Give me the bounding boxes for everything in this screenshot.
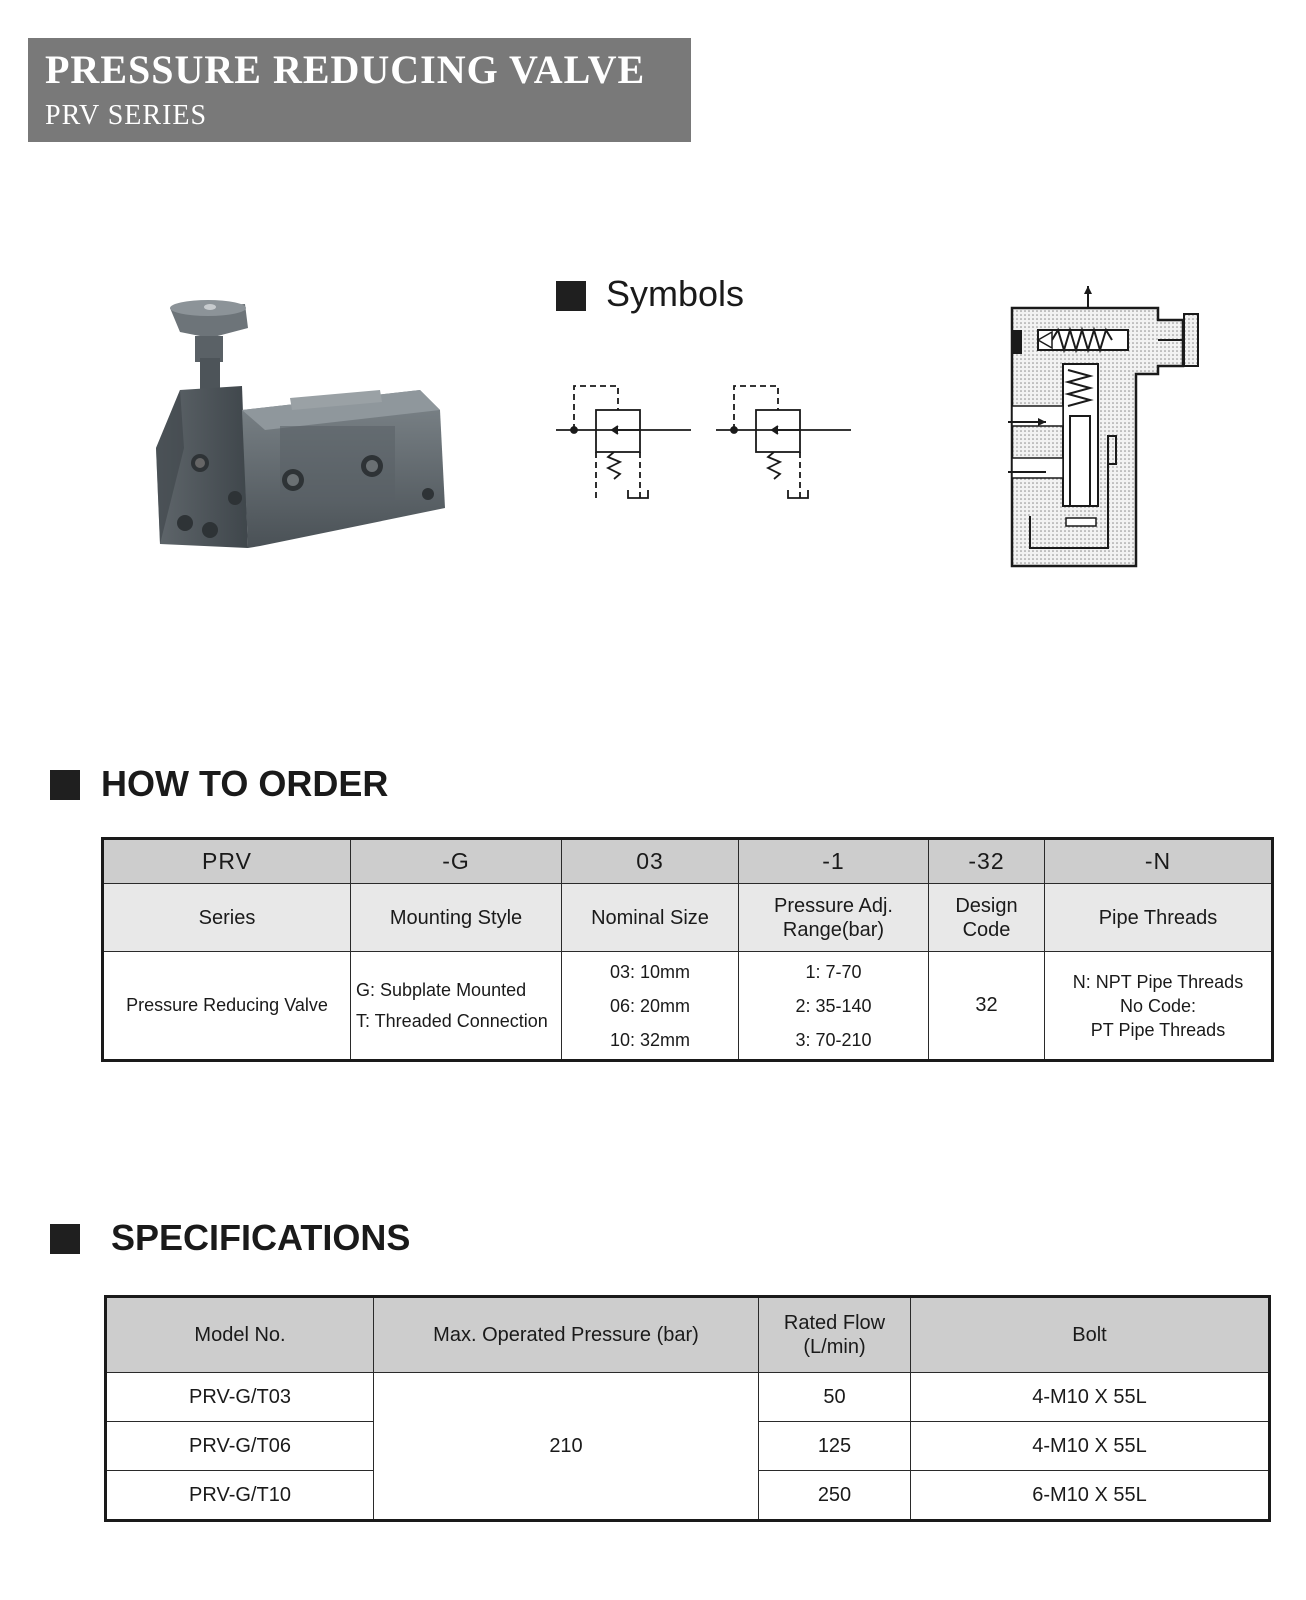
- code-design: -32: [929, 839, 1045, 884]
- mounting-option: G: Subplate Mounted: [356, 979, 527, 1000]
- label-pressure-line1: Pressure Adj.: [774, 894, 893, 917]
- threads-option: No Code:: [1119, 995, 1197, 1016]
- specifications-table: [104, 1295, 1271, 1522]
- label-mounting: Mounting Style: [351, 884, 562, 952]
- label-design-line1: Design: [955, 894, 1018, 917]
- valve-cross-section-diagram: [1008, 286, 1228, 586]
- value-series: Pressure Reducing Valve: [103, 952, 351, 1061]
- cell-model: PRV-G/T03: [106, 1373, 374, 1422]
- header-bolt: Bolt: [911, 1297, 1270, 1373]
- valve-product-photo: [150, 298, 460, 563]
- header-flow: [759, 1297, 911, 1373]
- pressure-option: 1: 7-70: [805, 961, 862, 982]
- size-option: 03: 10mm: [609, 961, 691, 982]
- cell-bolt: 4-M10 X 55L: [911, 1422, 1270, 1471]
- spec-marker: [50, 1224, 80, 1254]
- label-pressure: [739, 884, 929, 952]
- cell-model: PRV-G/T06: [106, 1422, 374, 1471]
- value-size: [562, 952, 739, 1061]
- code-size: 03: [562, 839, 739, 884]
- spec-heading: SPECIFICATIONS: [111, 1217, 411, 1258]
- code-threads: -N: [1045, 839, 1273, 884]
- label-design-line2: Code: [962, 918, 1011, 941]
- order-values-row: [103, 952, 1273, 1061]
- value-threads: [1045, 952, 1273, 1061]
- pressure-option: 3: 70-210: [795, 1029, 872, 1050]
- order-heading: HOW TO ORDER: [101, 763, 389, 804]
- title-banner: [28, 38, 691, 142]
- label-pressure-line2: Range(bar): [782, 918, 885, 941]
- cell-flow: 50: [759, 1373, 911, 1422]
- cell-bolt: 4-M10 X 55L: [911, 1373, 1270, 1422]
- cell-model: PRV-G/T10: [106, 1471, 374, 1521]
- label-design: [929, 884, 1045, 952]
- value-design: 32: [929, 952, 1045, 1061]
- mounting-option: T: Threaded Connection: [356, 1010, 548, 1031]
- threads-option: PT Pipe Threads: [1090, 1019, 1226, 1040]
- header-flow-line2: (L/min): [803, 1336, 866, 1358]
- page-subtitle: PRV SERIES: [45, 100, 208, 131]
- code-pressure: -1: [739, 839, 929, 884]
- cell-max-pressure: 210: [374, 1373, 759, 1521]
- cell-flow: 250: [759, 1471, 911, 1521]
- label-threads: Pipe Threads: [1045, 884, 1273, 952]
- cell-flow: 125: [759, 1422, 911, 1471]
- order-marker: [50, 770, 80, 800]
- order-code-row: [103, 839, 1273, 884]
- label-series: Series: [103, 884, 351, 952]
- order-code-table: [101, 837, 1274, 1062]
- value-mounting: [351, 952, 562, 1061]
- order-label-row: [103, 884, 1273, 952]
- cell-bolt: 6-M10 X 55L: [911, 1471, 1270, 1521]
- spec-header-row: [106, 1297, 1270, 1373]
- label-size: Nominal Size: [562, 884, 739, 952]
- code-mounting: -G: [351, 839, 562, 884]
- pressure-option: 2: 35-140: [795, 995, 872, 1016]
- size-option: 06: 20mm: [609, 995, 691, 1016]
- hydraulic-symbol-diagram: [556, 382, 866, 522]
- header-flow-line1: Rated Flow: [783, 1312, 886, 1334]
- size-option: 10: 32mm: [609, 1029, 691, 1050]
- table-row: [106, 1373, 1270, 1422]
- symbols-heading: Symbols: [606, 273, 745, 314]
- header-model: Model No.: [106, 1297, 374, 1373]
- header-pressure: Max. Operated Pressure (bar): [374, 1297, 759, 1373]
- symbols-marker: [556, 281, 586, 311]
- value-pressure: [739, 952, 929, 1061]
- threads-option: N: NPT Pipe Threads: [1072, 971, 1244, 992]
- code-series: PRV: [103, 839, 351, 884]
- page-title: PRESSURE REDUCING VALVE: [45, 47, 646, 92]
